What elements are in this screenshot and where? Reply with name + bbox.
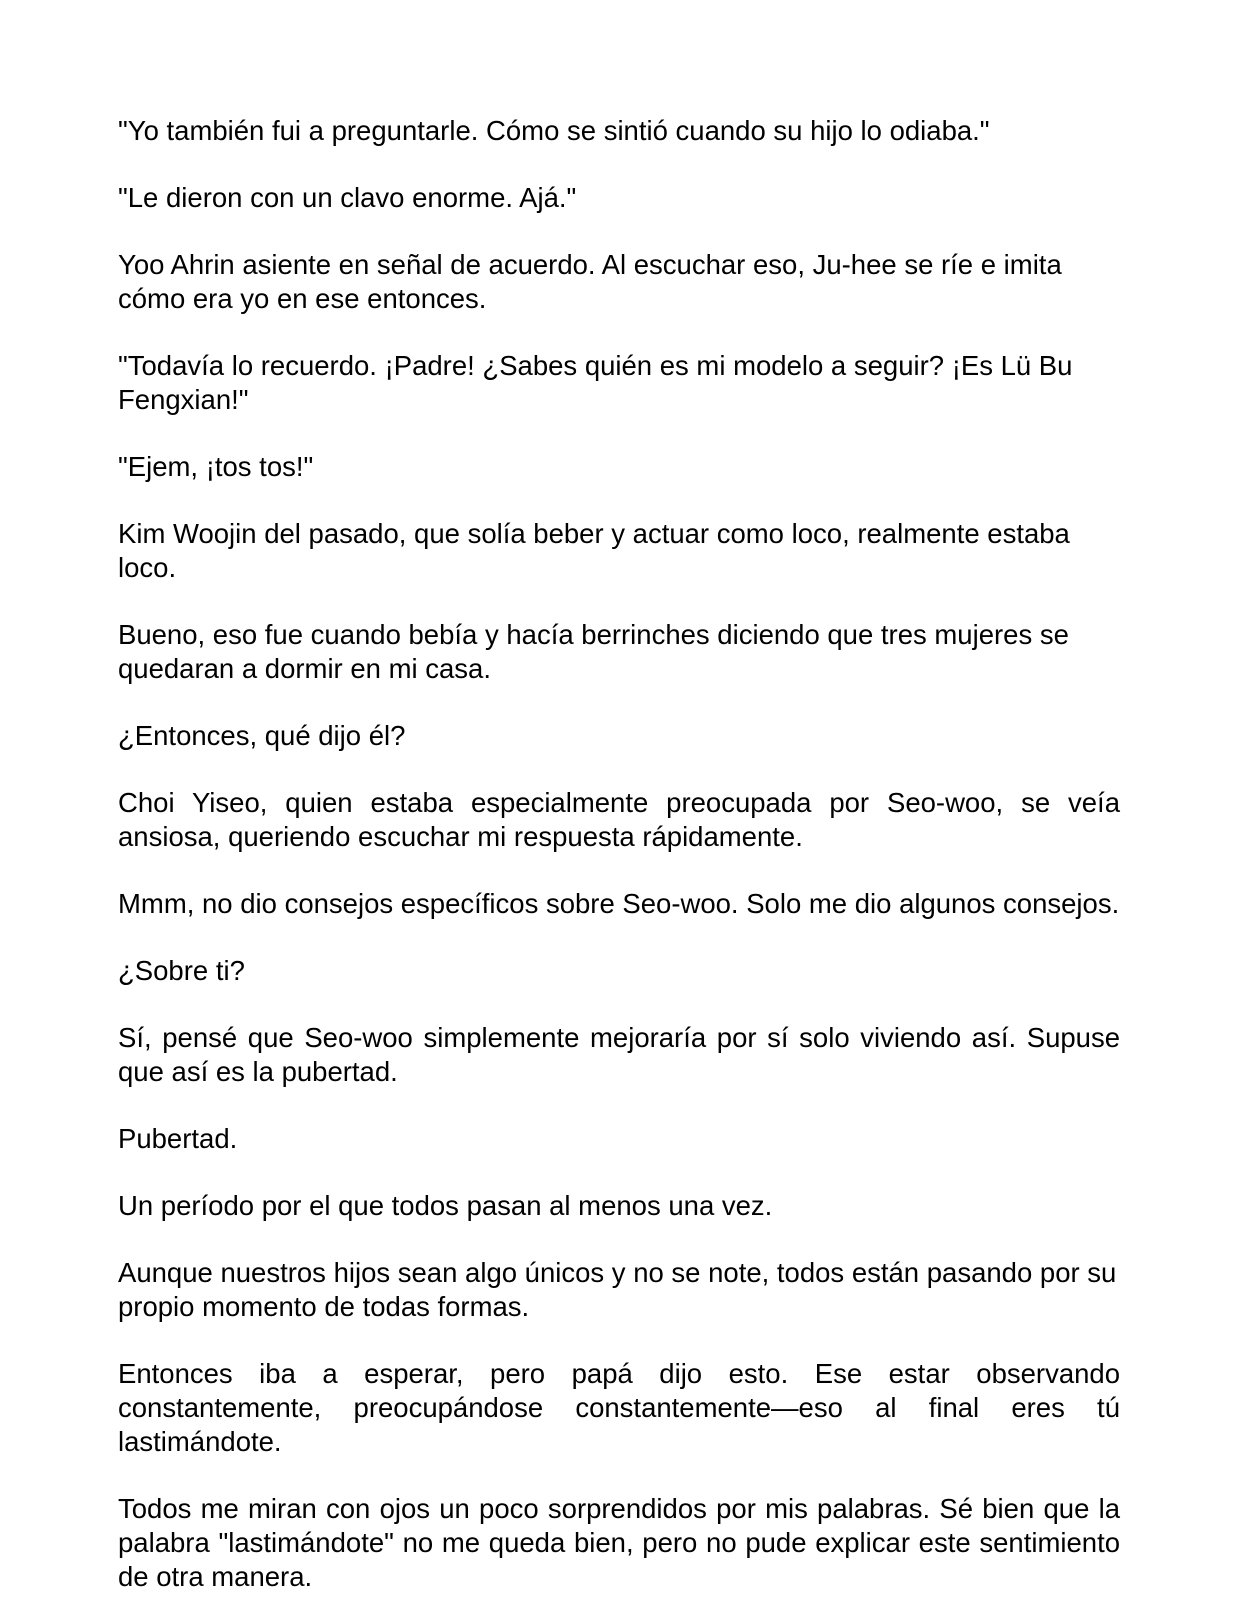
paragraph-6: Kim Woojin del pasado, que solía beber y actuar como loco, realmente estaba loco.: [118, 518, 1070, 583]
paragraph-1: "Yo también fui a preguntarle. Cómo se sintió cuando su hijo lo odiaba.": [118, 115, 990, 146]
paragraph-3: Yoo Ahrin asiente en señal de acuerdo. Al escuchar eso, Ju-hee se ríe e imita cómo era yo en ese entonces.: [118, 249, 1062, 314]
paragraph-17: Todos me miran con ojos un poco sorprendidos por mis palabras. Sé bien que la palabra "lastimándote" no me queda bien, pero no pude explicar este sentimiento de otra manera.: [118, 1493, 1120, 1592]
paragraph-5: "Ejem, ¡tos tos!": [118, 451, 314, 482]
paragraph-12: Sí, pensé que Seo-woo simplemente mejoraría por sí solo viviendo así. Supuse que así es la pubertad.: [118, 1022, 1120, 1087]
body-text: [118, 114, 1120, 1620]
paragraph-11: ¿Sobre ti?: [118, 955, 245, 986]
paragraph-9: Choi Yiseo, quien estaba especialmente preocupada por Seo-woo, se veía ansiosa, queriendo escuchar mi respuesta rápidamente.: [118, 787, 1120, 852]
paragraph-16: Entonces iba a esperar, pero papá dijo esto. Ese estar observando constantemente, preocupándose constantemente—eso al final eres tú lastimándote.: [118, 1358, 1120, 1457]
paragraph-15: Aunque nuestros hijos sean algo únicos y no se note, todos están pasando por su propio momento de todas formas.: [118, 1257, 1117, 1322]
paragraph-14: Un período por el que todos pasan al menos una vez.: [118, 1190, 773, 1221]
paragraph-13: Pubertad.: [118, 1123, 238, 1154]
paragraph-10: Mmm, no dio consejos específicos sobre Seo-woo. Solo me dio algunos consejos.: [118, 888, 1120, 919]
paragraph-4: "Todavía lo recuerdo. ¡Padre! ¿Sabes quién es mi modelo a seguir? ¡Es Lü Bu Fengxian!": [118, 350, 1073, 415]
paragraph-2: "Le dieron con un clavo enorme. Ajá.": [118, 182, 577, 213]
paragraph-8: ¿Entonces, qué dijo él?: [118, 720, 406, 751]
paragraph-7: Bueno, eso fue cuando bebía y hacía berrinches diciendo que tres mujeres se quedaran a dormir en mi casa.: [118, 619, 1069, 684]
